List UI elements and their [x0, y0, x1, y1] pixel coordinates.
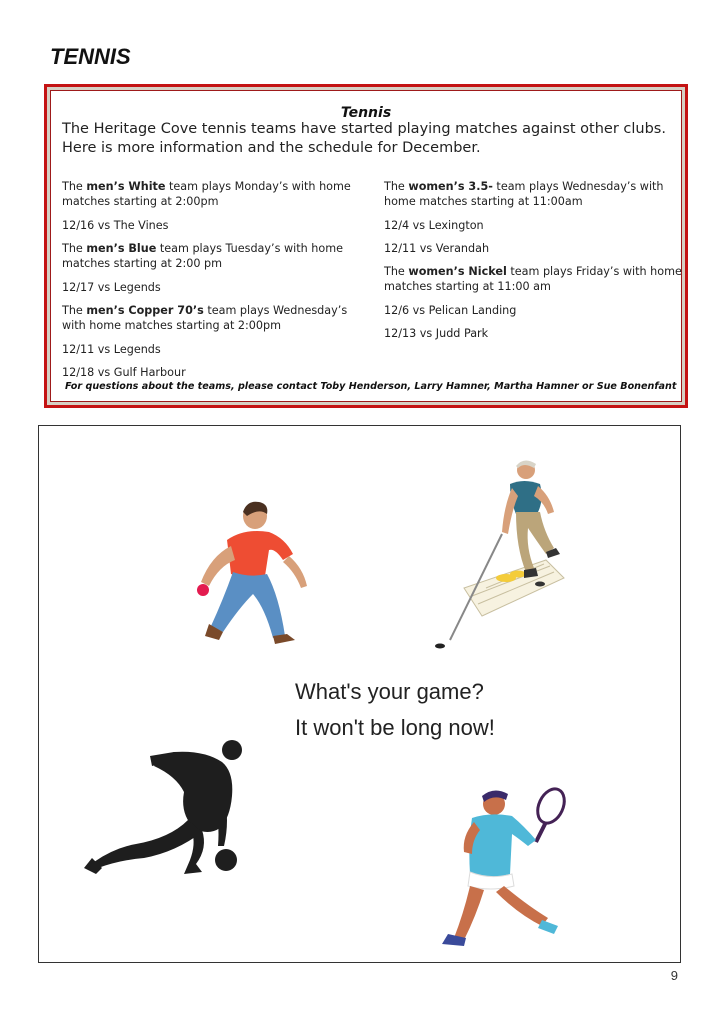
- team-name: men’s Copper 70’s: [86, 304, 204, 317]
- mens-copper-description: The men’s Copper 70’s team plays Wednesday’s with home matches starting at 2:00pm: [62, 304, 348, 332]
- games-panel: [38, 425, 681, 963]
- games-slogan: [295, 674, 495, 746]
- womens-35-description: The women’s 3.5- team plays Wednesday’s with home matches starting at 11:00am: [384, 180, 664, 208]
- shuffleboard-player-illustration: [424, 456, 584, 656]
- mens-white-description: The men’s White team plays Monday’s with home matches starting at 2:00pm: [62, 180, 351, 208]
- match-date: 12/11 vs Legends: [62, 343, 161, 356]
- box-title: Tennis: [340, 105, 392, 121]
- page-title: TENNIS: [50, 44, 131, 69]
- contact-note: For questions about the teams, please contact Toby Henderson, Larry Hamner, Martha Hamner or Sue Bonenfant: [65, 381, 677, 392]
- womens-nickel-description: The women’s Nickel team plays Friday’s with home matches starting at 11:00 am: [384, 265, 682, 293]
- bocce-player-illustration: [189, 496, 319, 651]
- match-date: 12/13 vs Judd Park: [384, 327, 489, 340]
- tennis-player-illustration: [424, 782, 584, 957]
- match-date: 12/18 vs Gulf Harbour: [62, 366, 186, 379]
- match-date: 12/11 vs Verandah: [384, 242, 490, 255]
- team-name: women’s 3.5-: [408, 180, 493, 193]
- slogan-line-2: It won't be long now!: [295, 715, 495, 740]
- intro-text: The Heritage Cove tennis teams have started playing matches against other clubs. Here is more information and the schedule for December.: [62, 121, 666, 156]
- page-number: 9: [670, 968, 678, 983]
- team-name: men’s Blue: [86, 242, 157, 255]
- team-name: men’s White: [86, 180, 166, 193]
- match-date: 12/4 vs Lexington: [384, 219, 484, 232]
- slogan-line-1: What's your game?: [295, 679, 484, 704]
- mens-blue-description: The men’s Blue team plays Tuesday’s with home matches starting at 2:00 pm: [62, 242, 343, 270]
- bowler-silhouette-illustration: [84, 736, 249, 881]
- tennis-info-box: [44, 84, 688, 408]
- women-schedule-column: [384, 179, 684, 349]
- men-schedule-column: [62, 179, 362, 388]
- team-name: women’s Nickel: [408, 265, 507, 278]
- match-date: 12/6 vs Pelican Landing: [384, 304, 517, 317]
- match-date: 12/17 vs Legends: [62, 281, 161, 294]
- match-date: 12/16 vs The Vines: [62, 219, 169, 232]
